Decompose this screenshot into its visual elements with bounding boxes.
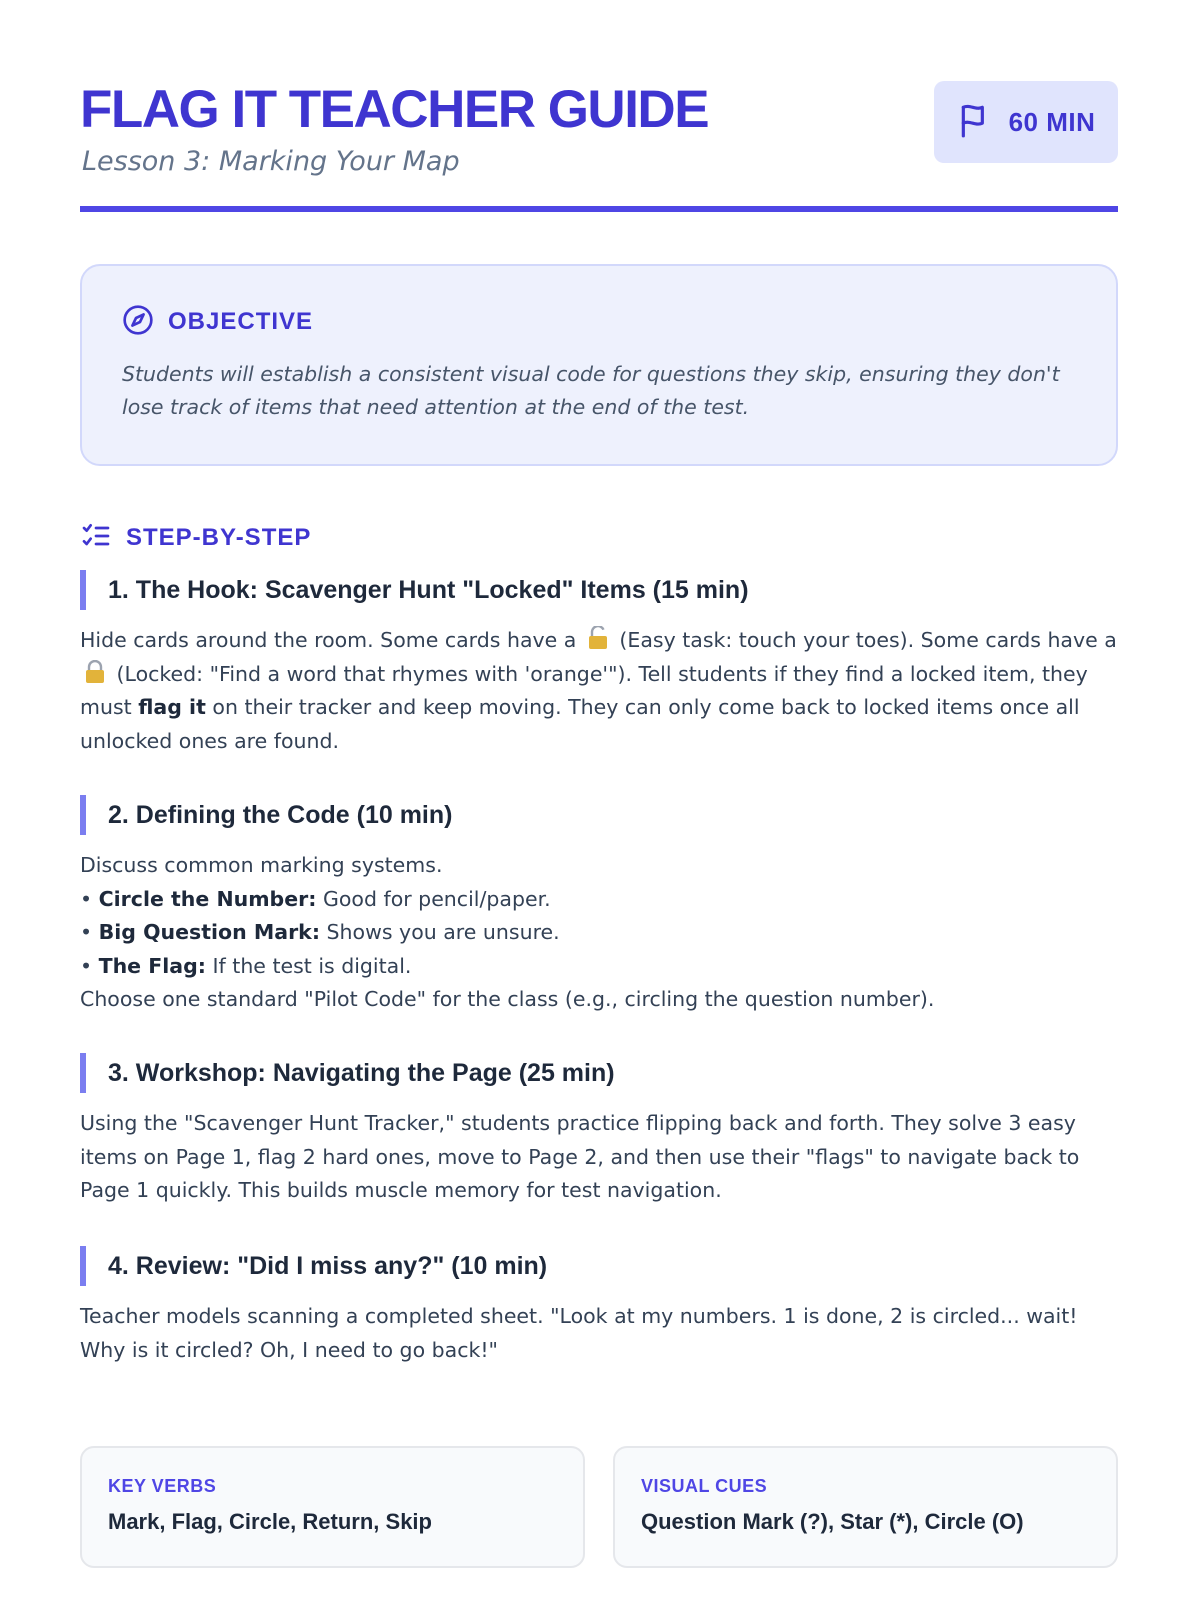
step-text: on their tracker and keep moving. They can only come back to locked items once all unlocked ones are found. [80, 695, 1080, 753]
step-title: 2. Defining the Code (10 min) [80, 795, 1118, 835]
summary-cards [80, 1446, 1118, 1568]
step-title: 3. Workshop: Navigating the Page (25 min) [80, 1053, 1118, 1093]
card-value: Mark, Flag, Circle, Return, Skip [108, 1509, 432, 1534]
list-item: • The Flag: If the test is digital. [80, 953, 412, 978]
bullet-term: Circle the Number: [98, 886, 317, 911]
step-text: Hide cards around the room. Some cards have a [80, 628, 577, 652]
unlocked-lock-icon [587, 626, 609, 650]
list-item: • Circle the Number: Good for pencil/paper. [80, 886, 551, 911]
objective-panel [80, 264, 1118, 466]
steps-label: STEP-BY-STEP [126, 524, 312, 551]
teacher-guide-page [80, 0, 1118, 1534]
card-value: Question Mark (?), Star (*), Circle (O) [641, 1509, 1024, 1534]
card-label: VISUAL CUES [641, 1476, 768, 1496]
step-intro: Discuss common marking systems. [80, 853, 443, 877]
compass-icon [122, 304, 154, 340]
bullet-desc: If the test is digital. [212, 953, 412, 978]
bullet-desc: Shows you are unsure. [326, 920, 560, 944]
step-3 [80, 1053, 1118, 1208]
objective-heading [122, 304, 1076, 340]
step-title: 4. Review: "Did I miss any?" (10 min) [80, 1246, 1118, 1286]
lesson-subtitle: Lesson 3: Marking Your Map [82, 146, 460, 177]
duration-badge [934, 81, 1118, 163]
step-emphasis: flag it [138, 695, 206, 719]
card-label: KEY VERBS [108, 1476, 217, 1496]
step-body [80, 624, 1118, 758]
step-title: 1. The Hook: Scavenger Hunt "Locked" Items (15 min) [80, 570, 1118, 610]
step-4 [80, 1246, 1118, 1367]
list-item: • Big Question Mark: Shows you are unsure. [80, 920, 560, 944]
objective-label: OBJECTIVE [168, 308, 314, 335]
key-verbs-card [80, 1446, 585, 1568]
bullet-desc: Good for pencil/paper. [322, 886, 551, 911]
guide-header [80, 0, 1118, 212]
lock-icon [84, 660, 106, 684]
step-body [80, 849, 1118, 1017]
step-body: Using the "Scavenger Hunt Tracker," students practice flipping back and forth. They solve 3 easy items on Page 1, flag 2 hard ones, move to Page 2, and then use their "flags" to navigate back to Page 1 quickly. This builds muscle memory for test navigation. [80, 1111, 1080, 1202]
step-outro: Choose one standard "Pilot Code" for the class (e.g., circling the question number). [80, 987, 935, 1011]
step-body: Teacher models scanning a completed sheet. "Look at my numbers. 1 is done, 2 is circled... wait! Why is it circled? Oh, I need to go back!" [80, 1304, 1078, 1362]
flag-icon [957, 101, 995, 143]
bullet-term: Big Question Mark: [98, 920, 321, 944]
objective-text: Students will establish a consistent visual code for questions they skip, ensuring they don't lose track of items that need attention at the end of the test. [122, 362, 1060, 419]
bullet-term: The Flag: [98, 953, 206, 978]
step-1 [80, 570, 1118, 758]
steps-heading [80, 520, 311, 556]
visual-cues-card [613, 1446, 1118, 1568]
step-text: (Easy task: touch your toes). Some cards have a [619, 628, 1117, 652]
step-text: (Locked: "Find a word that rhymes with 'orange'"). Tell students if they find a locked item, they must [80, 661, 1088, 719]
step-2 [80, 795, 1118, 1017]
page-title: FLAG IT TEACHER GUIDE [80, 80, 709, 139]
checklist-icon [80, 520, 112, 556]
duration-label: 60 MIN [1008, 106, 1096, 137]
